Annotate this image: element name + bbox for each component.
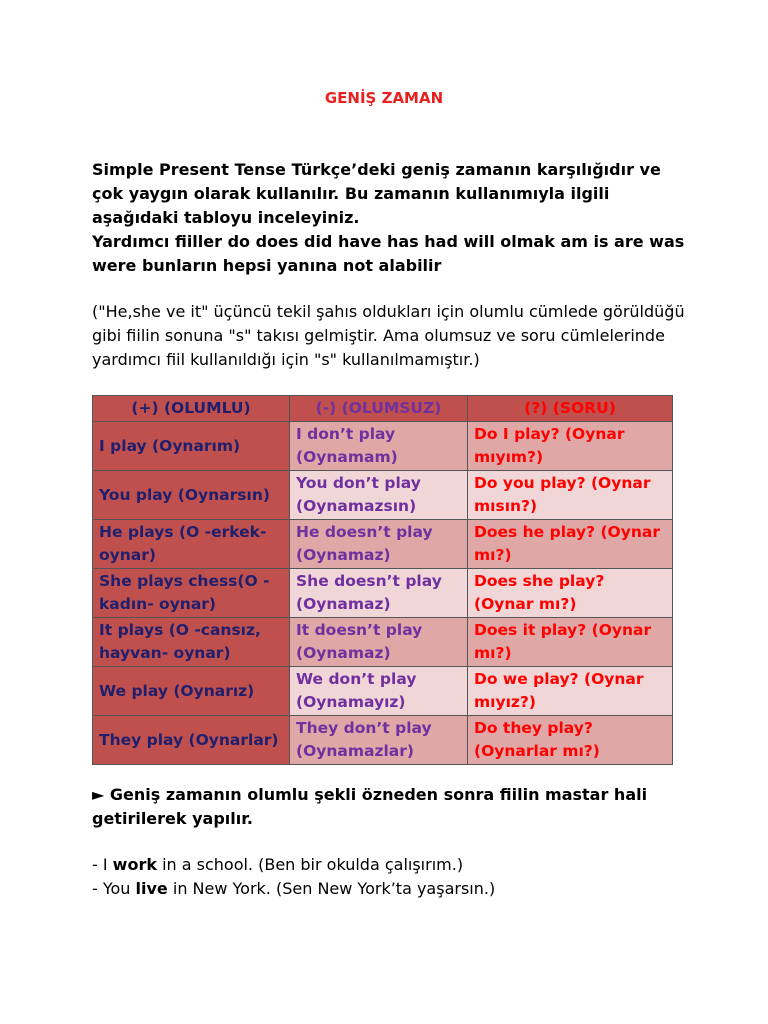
negative-cell: It doesn’t play (Oynamaz) [290, 618, 468, 667]
example-sentence [92, 877, 692, 901]
table-row [93, 618, 673, 667]
negative-cell: I don’t play (Oynamam) [290, 422, 468, 471]
positive-cell: She plays chess(O - kadın- oynar) [93, 569, 290, 618]
table-row [93, 716, 673, 765]
example-verb: live [135, 879, 168, 898]
example-rest: in a school. (Ben bir okulda çalışırım.) [156, 855, 464, 874]
table-row [93, 422, 673, 471]
positive-cell: It plays (O -cansız, hayvan- oynar) [93, 618, 290, 667]
negative-cell: She doesn’t play (Oynamaz) [290, 569, 468, 618]
negative-cell: He doesn’t play (Oynamaz) [290, 520, 468, 569]
table-row [93, 520, 673, 569]
question-cell: Does she play? (Oynar mı?) [468, 569, 673, 618]
table-row [93, 471, 673, 520]
question-cell: Do you play? (Oynar mısın?) [468, 471, 673, 520]
question-cell: Does he play? (Oynar mı?) [468, 520, 673, 569]
question-cell: Do I play? (Oynar mıyım?) [468, 422, 673, 471]
example-sentence [92, 853, 692, 877]
positive-cell: He plays (O -erkek- oynar) [93, 520, 290, 569]
negative-cell: We don’t play (Oynamayız) [290, 667, 468, 716]
header-negative: (-) (OLUMSUZ) [290, 396, 468, 422]
table-row [93, 569, 673, 618]
negative-cell: They don’t play (Oynamazlar) [290, 716, 468, 765]
example-prefix: - I [92, 855, 113, 874]
positive-cell: They play (Oynarlar) [93, 716, 290, 765]
example-prefix: - You [92, 879, 136, 898]
example-rest: in New York. (Sen New York’ta yaşarsın.) [167, 879, 496, 898]
page-title: GENİŞ ZAMAN [324, 89, 444, 107]
question-cell: Do they play? (Oynarlar mı?) [468, 716, 673, 765]
table-row [93, 667, 673, 716]
question-cell: Do we play? (Oynar mıyız?) [468, 667, 673, 716]
positive-cell: You play (Oynarsın) [93, 471, 290, 520]
example-verb: work [112, 855, 157, 874]
header-question: (?) (SORU) [468, 396, 673, 422]
positive-cell: We play (Oynarız) [93, 667, 290, 716]
rule-bullet: ► Geniş zamanın olumlu şekli özneden sonra fiilin mastar hali getirilerek yapılır. [92, 785, 648, 828]
third-person-note: ("He,she ve it" üçüncü tekil şahıs oldukları için olumlu cümlede görüldüğü gibi fiilin sonuna "s" takısı gelmiştir. Ama olumsuz ve soru cümlelerinde yardımcı fiil kullanıldığı için "s" kullanılmamıştır.) [92, 302, 685, 369]
intro-paragraph: Simple Present Tense Türkçe’deki geniş zamanın karşılığıdır ve çok yaygın olarak kullanılır. Bu zamanın kullanımıyla ilgili aşağıdaki tabloyu inceleyiniz. [92, 160, 661, 227]
header-positive: (+) (OLUMLU) [93, 396, 290, 422]
question-cell: Does it play? (Oynar mı?) [468, 618, 673, 667]
negative-cell: You don’t play (Oynamazsın) [290, 471, 468, 520]
auxiliary-verbs-note: Yardımcı fiiller do does did have has had will olmak am is are was were bunların hepsi yanına not alabilir [92, 232, 685, 275]
tense-table [92, 395, 673, 765]
positive-cell: I play (Oynarım) [93, 422, 290, 471]
